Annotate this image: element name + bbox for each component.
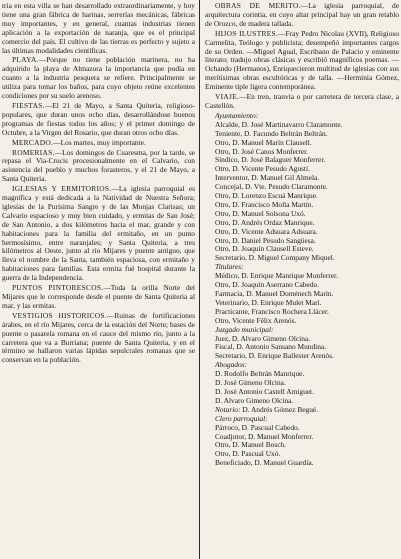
section-heading: FIESTAS. [12, 100, 45, 110]
section-text: —Los martes, muy importante. [53, 137, 146, 147]
list-item: Otro, D. Manuel Bosch. [215, 441, 287, 450]
list-item: Beneficiado, D. Manuel Guardia. [215, 459, 314, 468]
list-item: Secretario, D. Enrique Ballester Arenós. [215, 352, 334, 361]
clero-list [205, 424, 399, 469]
section-playa [2, 56, 195, 101]
list-item: Teniente, D. Facundo Beltrán Beltrán. [215, 129, 328, 138]
section-romerias [2, 149, 195, 185]
titulares-list [205, 272, 399, 325]
clero-label: Clero parroquial: [215, 414, 268, 423]
list-item: D. José Gimeno Olcina. [215, 379, 286, 388]
abogados-label: Abogados: [215, 361, 248, 370]
titulares-label: Titulares: [215, 263, 244, 272]
juzgado-label: Juzgado municipal: [215, 325, 274, 334]
ayuntamiento-label: Ayuntamiento: [215, 111, 259, 120]
section-mercado [2, 139, 195, 148]
list-item: D. Alvaro Gimeno Olcina. [215, 396, 294, 405]
ayuntamiento-list [205, 121, 399, 264]
right-column [205, 2, 399, 468]
list-item: D. José Antonio Castell Amiguet. [215, 387, 314, 396]
list-item: Juez, D. Alvaro Gimeno Olcina. [215, 334, 311, 343]
list-item: Concejal, D. Vte. Pesudo Claramonte. [215, 183, 328, 192]
list-item: Otro, Vicente Félix Arenós. [215, 316, 297, 325]
section-heading: ROMERIAS. [12, 147, 55, 157]
notario-value: D. Andrés Gómez Begué. [242, 405, 319, 414]
list-item: Otro, D. Andrés Ordaz Manrique. [215, 218, 315, 227]
list-item: Secretario, D. Miguel Company Miquel. [215, 254, 335, 263]
section-text: —Ruinas de fortificaciones árabes, en el río Mijares, cerca de la estación del Norte; bases de puente o pasarela romana en el cauce del mismo río, junto a la carretera que va a Burriana; puente de Santa Quiteria, y en el término se hallaron varias lápidas sepulcrales romanas que se conservan en la población. [2, 310, 196, 365]
list-item: Otro, D. Joaquín Aserrano Cabedo. [215, 281, 320, 290]
list-item: Párroco, D. Pascual Cabedo. [215, 423, 300, 432]
section-text: —Porque no tiene población marinera, no ha adquirido la playa de Almazora la importancia que podía en cuanto a la industria pesquera se refiere. Principalmente se utiliza para tomar los baños, para cuyo objeto reúne excelentes condiciones por su suelo arenoso. [2, 55, 195, 101]
section-heading: PUNTOS PINTORESCOS. [12, 283, 104, 293]
section-heading: IGLESIAS Y ERMITORIOS. [12, 184, 112, 194]
section-text: —La iglesia parroquial es magnífica y está dedicada a la Natividad de Nuestra Señora; iglesias de la Purísima Sangre y de las Monjas Clarisas; un Calvario espacioso y muy bien cuidado, y ermitas de San José; de San Antonio, a dos kilómetros hacia el mar, grande y con habitaciones para la familia del ermitaño, en un punto hermosísimo, entre naranjales; y Santa Quiteria, a tres kilómetros al Oeste, junto al río Mijares y puente antiguo, que lleva el nombre de la Santa, también espaciosa, con ermitaño y habitaciones para familias. Esta ermita fué hospital durante la guerra de la Independencia. [2, 184, 195, 283]
section-heading: PLAYA. [12, 55, 39, 65]
section-text: —Fray Pedro Nicolau (XVII), Religioso Carmelita, Teólogo y publicista; desempeñó importantes cargos de su Orden. —Miguel Agual, Escribano de Palacio y eminente literato; tradujo obras clásicas y escribió magníficos poemas. —Ochando (Hermanos), Enriquecieron multitud de iglesias con sus merítísimas obras escultóricas y de talla. —Herminia Gómez, Eminente tiple ligera contemporánea. [205, 28, 400, 92]
list-item: Otro, D. Manuel Solsona Uxó. [215, 209, 306, 218]
list-item: Coadjutor, D. Manuel Monferrer. [215, 432, 314, 441]
section-iglesias [2, 185, 195, 283]
list-item: Otro, D. Daniel Pesudo Sangüesa. [215, 236, 316, 245]
list-item: Otro, D. Francisco Molla Martín. [215, 200, 314, 209]
section-text: —Toda la orilla Norte del Mijares que le corresponde desde el puente de Santa Quiteria al mar, y las ermitas. [2, 283, 195, 310]
section-heading: OBRAS DE MERITO. [215, 1, 301, 10]
list-item: Otro, D. Lorenzo Escuá Manrique. [215, 192, 318, 201]
section-vestigios [2, 312, 195, 365]
abogados-list [205, 370, 399, 406]
notario-label: Notario: [215, 405, 241, 414]
list-item: Alcalde, D. José Martinavarro Claramonte. [215, 120, 343, 129]
notario-line [205, 406, 399, 415]
section-heading: VIAJE. [215, 92, 240, 102]
list-item: Otro, D. Joaquín Clausell Esteve. [215, 245, 314, 254]
section-viaje [205, 93, 399, 111]
section-text: —El 21 de Mayo, a Santa Quiteria, religioso-populares, que duran unos ocho días, desarrollándose buenos programas de fiestas todos los años; y el primer domingo de Octubre, a la Virgen del Rosario, que duran otros ocho días. [2, 100, 195, 137]
list-item: Otro, D. Vicente Pesudo Agustí. [215, 165, 310, 174]
list-item: Síndico, D. José Balaguer Monferrer. [215, 156, 326, 165]
juzgado-list [205, 335, 399, 362]
list-item: Practicante, Francisco Rochera Llácer. [215, 307, 329, 316]
list-item: Veterinario, D. Enrique Mulet Marí. [215, 298, 322, 307]
section-obras-de-merito [205, 2, 399, 29]
list-item: Interventor, D. Manuel Gil Almela. [215, 174, 320, 183]
left-column [2, 2, 195, 366]
list-item: Fiscal, D. Antonio Sansano Mundina. [215, 343, 327, 352]
section-puntos-pintorescos [2, 284, 195, 311]
list-item: Médico, D. Enrique Manrique Monferrer. [215, 272, 338, 281]
list-item: Otro, D. Pascual Uxó. [215, 450, 281, 459]
column-divider [199, 0, 200, 559]
section-text: —La iglesia parroquial, de arquitectura corintia, en cuyo altar principal hay un gran retablo de Orozco, de madera tallada. [205, 1, 399, 28]
section-heading: HIJOS ILUSTRES. [215, 28, 279, 38]
section-fiestas [2, 102, 195, 138]
intro-paragraph: tria en esta villa se han desarrollado extraordinariamente, y hoy tiene una gran fábrica de harinas, serrerías mecánicas, fábricas muy importantes, y en general, cuantas industrias tienen aplicación a la exportación de naranja, que es el principal comercio del país. El cultivo de las tierras es perfecto y sujeto a las últimas modalidades científicas. [2, 1, 195, 55]
list-item: Farmacia, D. Manuel Doménech Marín. [215, 290, 334, 298]
list-item: D. Rodolfo Beltrán Manrique. [215, 370, 305, 379]
list-item: Otro, D. Vicente Adsuara Adsuara. [215, 227, 318, 236]
section-heading: MERCADO. [12, 137, 54, 147]
list-item: Otro, D. José Canos Monferrer. [215, 147, 308, 156]
section-text: —Los domingos de Cuaresma, por la tarde, se repasa el Via-Crucis procesionalmente en el Calvario, con asistencia del pueblo y muchos forasteros, y el 21 de Mayo, a Santa Quiteria. [2, 147, 195, 184]
section-text: —En tren, tranvía o por carretera de tercera clase, a Castellón. [205, 92, 399, 110]
section-heading: VESTIGIOS HISTORICOS. [12, 310, 107, 320]
section-hijos-ilustres [205, 30, 399, 92]
list-item: Otro, D. Manuel Marín Clausell. [215, 138, 312, 147]
